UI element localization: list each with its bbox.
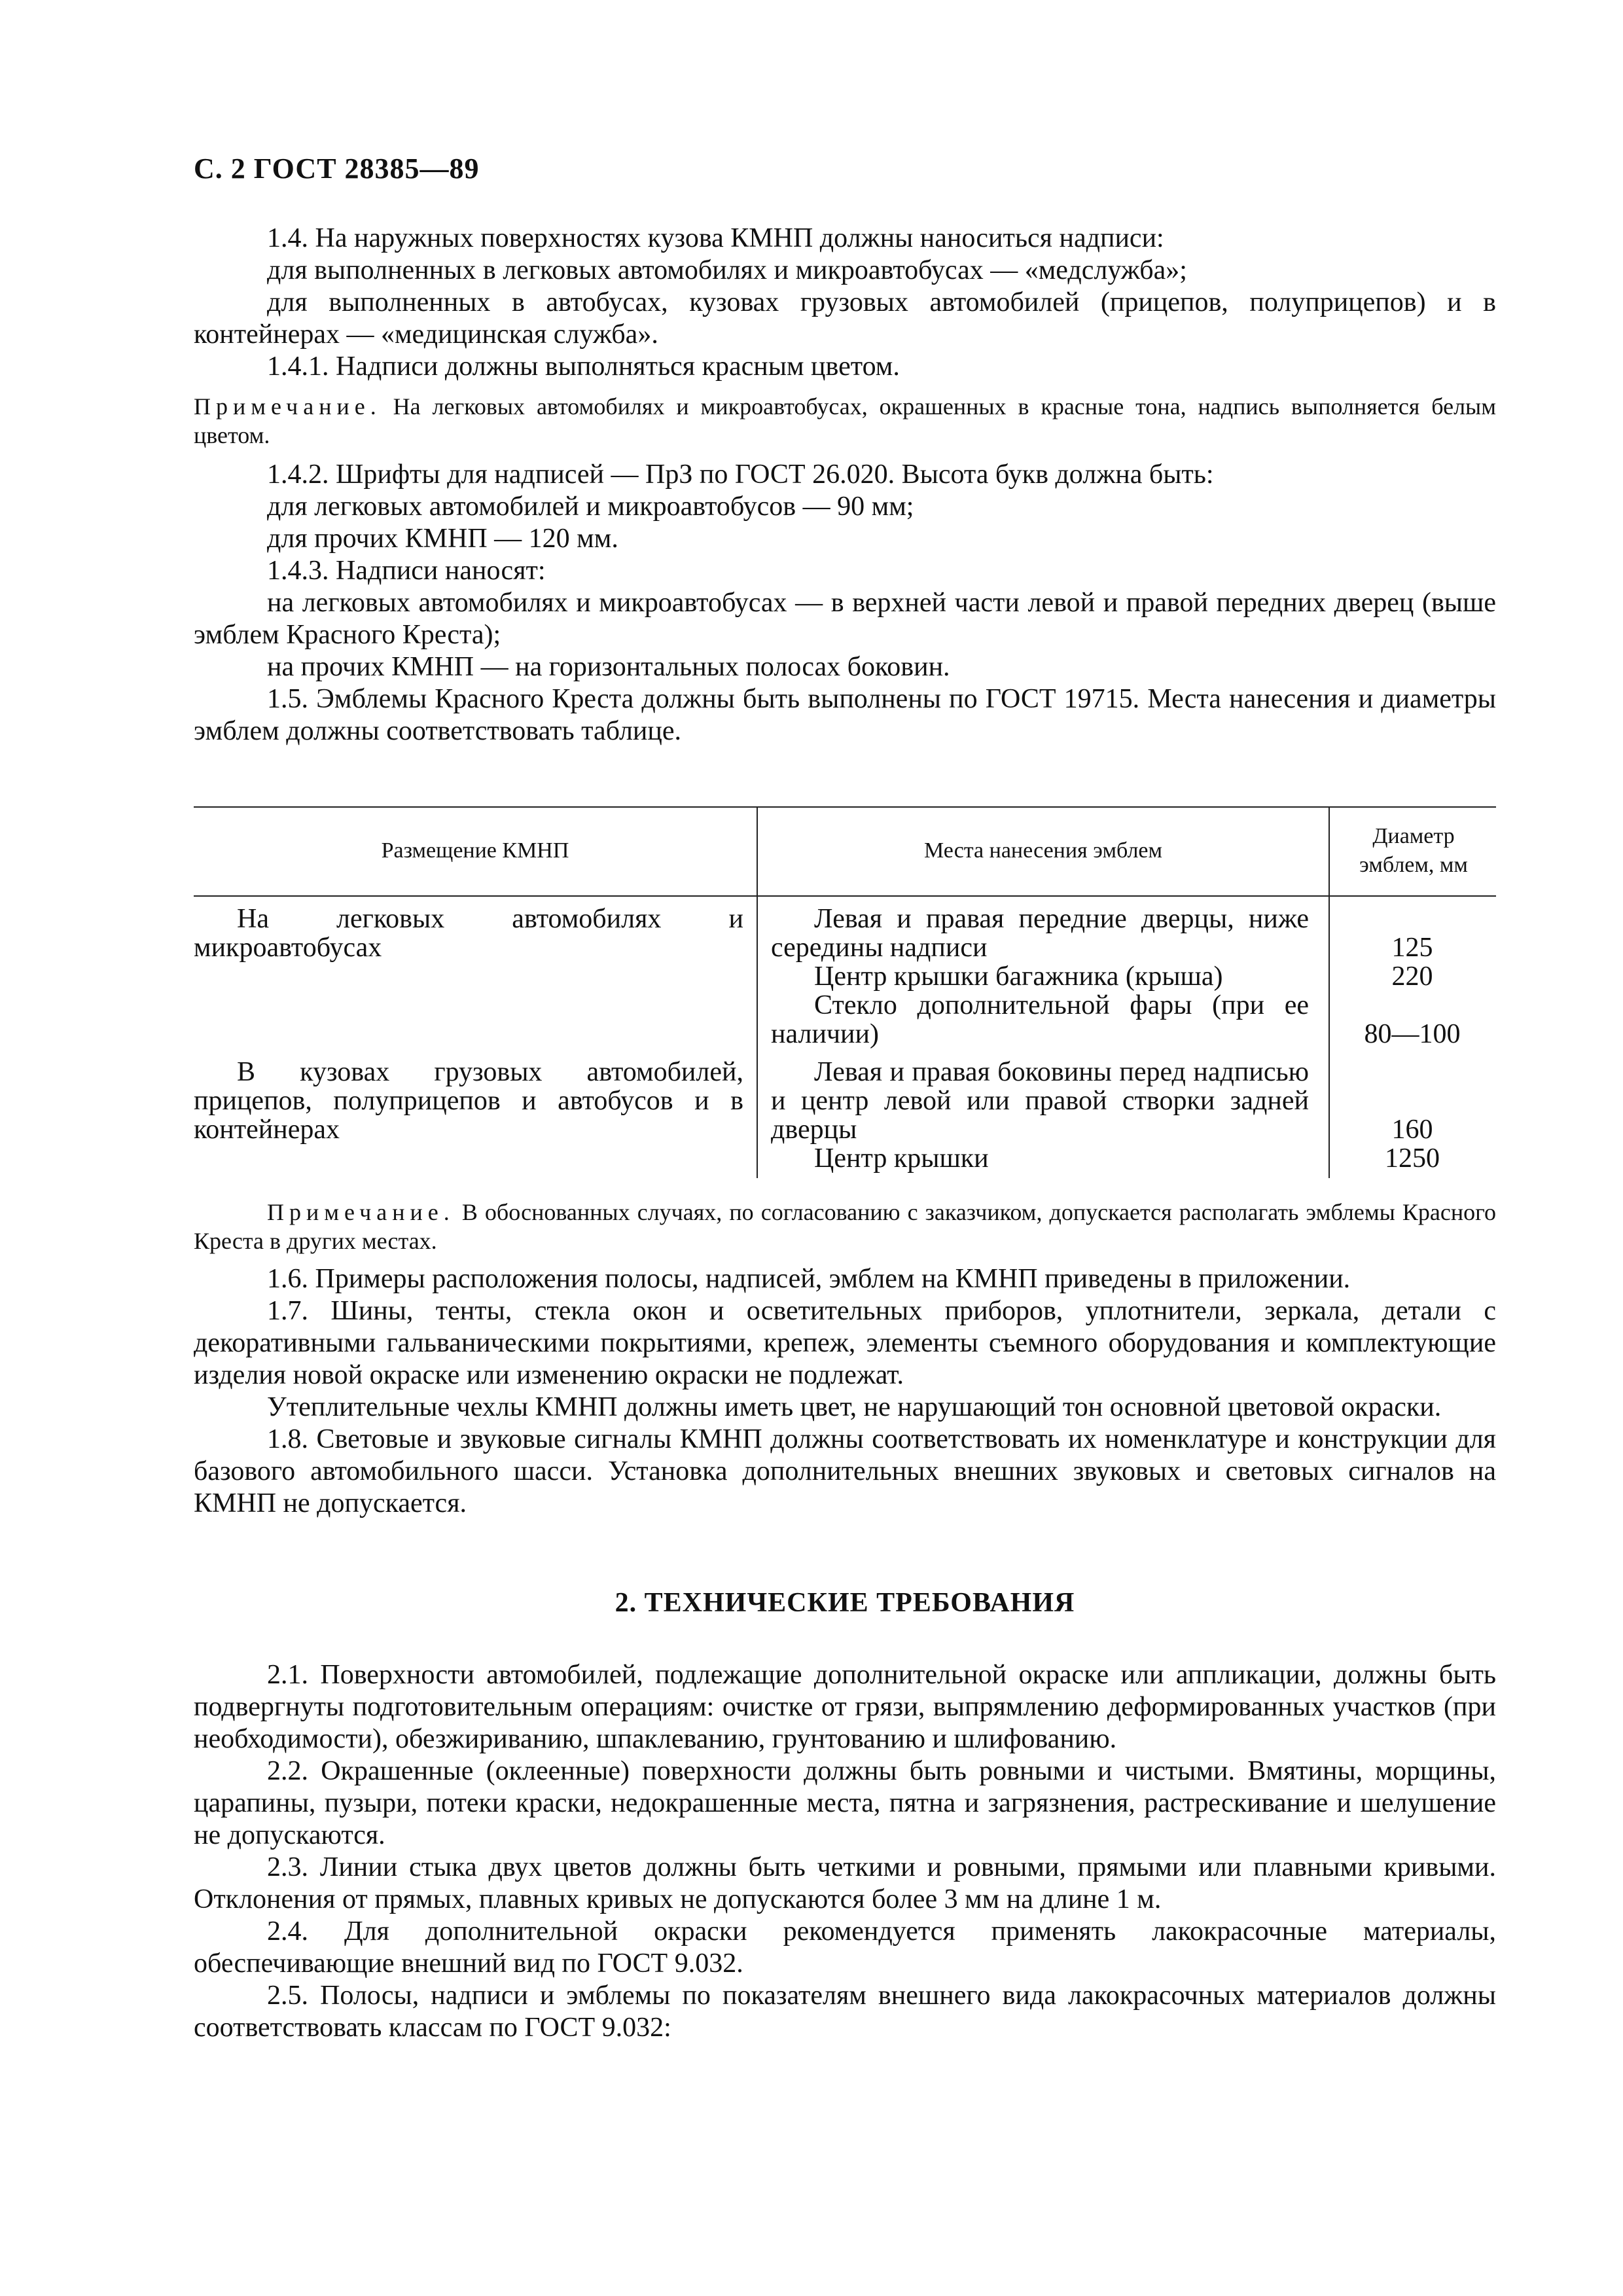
table-header-placement: Размещение КМНП	[381, 838, 569, 863]
paragraph-1-7: 1.7. Шины, тенты, стекла окон и осветительных приборов, уплотнители, зеркала, детали с декоративными гальваническими покрытиями, крепеж, элементы съемного оборудования и комплектующие изделия новой окраске или изменению окраски не подлежат.	[194, 1296, 1496, 1390]
table-header-places: Места нанесения эмблем	[923, 838, 1163, 863]
note-1-label: Примечание.	[194, 393, 382, 420]
note-2	[194, 1198, 1496, 1255]
table-row-1-place-3: Стекло дополнительной фары (при ее наличии)	[771, 990, 1309, 1049]
table-row-1-placement: На легковых автомобилях и микроавтобусах	[194, 904, 743, 963]
table-row-2-diameter-1: 160	[1391, 1115, 1433, 1145]
table-row-1-diameter-3: 80—100	[1364, 1019, 1461, 1049]
table-header-diameter: Диаметр эмблем, мм	[1359, 824, 1468, 877]
paragraph-1-4-3-a: на легковых автомобилях и микроавтобусах — в верхней части левой и правой передних дверец (выше эмблем Красного Креста);	[194, 588, 1496, 650]
paragraph-2-1: 2.1. Поверхности автомобилей, подлежащие дополнительной окраске или аппликации, должны быть подвергнуты подготовительным операциям: очистке от грязи, выпрямлению деформированных участков (при необходимости), обезжириванию, шпаклеванию, грунтованию и шлифованию.	[194, 1660, 1496, 1754]
section-1-top	[194, 223, 1496, 747]
paragraph-1-6: 1.6. Примеры расположения полосы, надписей, эмблем на КМНП приведены в приложении.	[267, 1264, 1351, 1294]
table-row-1-place-1: Левая и правая передние дверцы, ниже середины надписи	[771, 904, 1309, 963]
paragraph-1-4-3: 1.4.3. Надписи наносят:	[267, 556, 546, 586]
paragraph-2-5: 2.5. Полосы, надписи и эмблемы по показателям внешнего вида лакокрасочных материалов должны соответствовать классам по ГОСТ 9.032:	[194, 1981, 1496, 2043]
section-2-body	[194, 1659, 1496, 2044]
table-row-2-place-1: Левая и правая боковины перед надписью и центр левой или правой створки задней дверцы	[771, 1057, 1309, 1145]
table-row-1-diameter-2: 220	[1391, 961, 1433, 992]
section-2-title: 2. ТЕХНИЧЕСКИЕ ТРЕБОВАНИЯ	[615, 1588, 1075, 1618]
section-1-continued	[194, 1263, 1496, 1520]
paragraph-1-4-b: для выполненных в автобусах, кузовах грузовых автомобилей (прицепов, полуприцепов) и в контейнерах — «медицинская служба».	[194, 287, 1496, 350]
paragraph-2-3: 2.3. Линии стыка двух цветов должны быть четкими и ровными, прямыми или плавными кривыми. Отклонения от прямых, плавных кривых не допускаются более 3 мм на длине 1 м.	[194, 1852, 1496, 1914]
table-row-2-placement: В кузовах грузовых автомобилей, прицепов, полуприцепов и автобусов и в контейнерах	[194, 1057, 743, 1145]
paragraph-1-4-2-a: для легковых автомобилей и микроавтобусов — 90 мм;	[267, 492, 914, 522]
table-row-2-diameter-2: 1250	[1385, 1143, 1440, 1174]
table-row-1-place-2: Центр крышки багажника (крыша)	[814, 961, 1223, 992]
paragraph-1-8: 1.8. Световые и звуковые сигналы КМНП должны соответствовать их номенклатуре и конструкции для базового автомобильного шасси. Установка дополнительных внешних звуковых и световых сигналов на КМНП не допускается.	[194, 1424, 1496, 1518]
table-body-divider-1	[757, 895, 758, 1178]
table-header-divider-2	[1329, 806, 1330, 895]
note-2-label: Примечание.	[267, 1199, 455, 1225]
paragraph-1-7-b: Утеплительные чехлы КМНП должны иметь цвет, не нарушающий тон основной цветовой окраски.	[267, 1392, 1442, 1422]
note-1	[194, 392, 1496, 450]
note-2-text: В обоснованных случаях, по согласованию с заказчиком, допускается располагать эмблемы Красного Креста в других местах.	[194, 1199, 1496, 1254]
table-header-rule	[194, 895, 1496, 897]
paragraph-1-5: 1.5. Эмблемы Красного Креста должны быть выполнены по ГОСТ 19715. Места нанесения и диаметры эмблем должны соответствовать таблице.	[194, 684, 1496, 746]
paragraph-1-4-1: 1.4.1. Надписи должны выполняться красным цветом.	[267, 351, 900, 382]
paragraph-2-4: 2.4. Для дополнительной окраски рекомендуется применять лакокрасочные материалы, обеспечивающие внешний вид по ГОСТ 9.032.	[194, 1916, 1496, 1979]
note-1-text: На легковых автомобилях и микроавтобусах, окрашенных в красные тона, надпись выполняется белым цветом.	[194, 393, 1496, 448]
table-row-1-diameter-1: 125	[1391, 933, 1433, 963]
paragraph-1-4-3-b: на прочих КМНП — на горизонтальных полосах боковин.	[267, 652, 950, 682]
paragraph-1-4-2: 1.4.2. Шрифты для надписей — ПрЗ по ГОСТ 26.020. Высота букв должна быть:	[267, 459, 1214, 490]
page-header: С. 2 ГОСТ 28385—89	[194, 152, 480, 185]
table-top-rule	[194, 806, 1496, 808]
note-2-block	[194, 1198, 1496, 1255]
table-row-2-place-2: Центр крышки	[814, 1143, 989, 1174]
paragraph-1-4-a: для выполненных в легковых автомобилях и микроавтобусах — «медслужба»;	[267, 255, 1187, 285]
paragraph-1-4-2-b: для прочих КМНП — 120 мм.	[267, 524, 618, 554]
paragraph-1-4: 1.4. На наружных поверхностях кузова КМНП должны наноситься надписи:	[267, 223, 1164, 253]
paragraph-2-2: 2.2. Окрашенные (оклеенные) поверхности должны быть ровными и чистыми. Вмятины, морщины, царапины, пузыри, потеки краски, недокрашенные места, пятна и загрязнения, растрескивание и шелушение не допускаются.	[194, 1756, 1496, 1850]
